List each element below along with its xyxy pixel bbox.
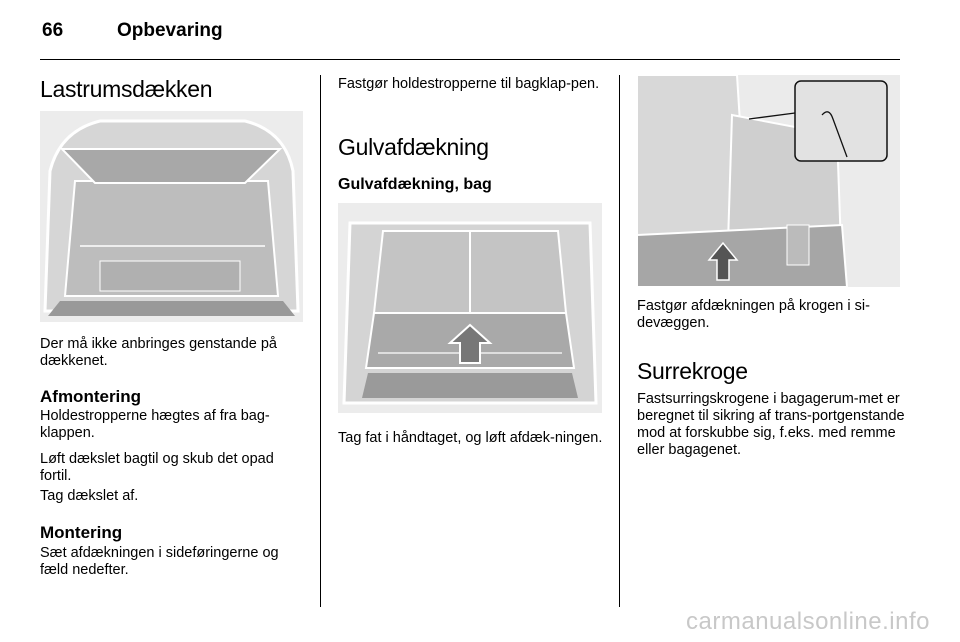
removal-step-2: Løft dækslet bagtil og skub det opad fortil. — [40, 451, 274, 484]
side-hook-illustration — [637, 75, 900, 287]
side-hook-text: Fastgør afdækningen på krogen i si-devæggen. — [637, 298, 870, 331]
column-divider-1 — [320, 75, 321, 607]
floor-cover-rear-heading: Gulvafdækning, bag — [338, 176, 492, 193]
floor-cover-heading: Gulvafdækning — [338, 134, 489, 160]
removal-step-3: Tag dækslet af. — [40, 488, 139, 504]
header-rule — [40, 59, 900, 60]
cargo-cover-illustration — [40, 111, 303, 322]
column-divider-2 — [619, 75, 620, 607]
lashing-eyes-heading: Surrekroge — [637, 358, 748, 384]
floor-cover-illustration — [338, 203, 602, 413]
removal-heading: Afmontering — [40, 387, 142, 406]
strap-fastening-text: Fastgør holdestropperne til bagklap-pen. — [338, 76, 600, 92]
section-title: Opbevaring — [117, 20, 223, 41]
installation-text: Sæt afdækningen i sideføringerne og fæld nedefter. — [40, 545, 279, 578]
cover-warning-text: Der må ikke anbringes genstande på dækkenet. — [40, 336, 277, 369]
cover-heading: Lastrumsdækken — [40, 76, 213, 102]
lashing-eyes-text: Fastsurringskrogene i bagagerum-met er beregnet til sikring af trans-portgenstande mod at forskubbe sig, f.eks. med remme eller bagagenet. — [637, 391, 905, 458]
page-number: 66 — [42, 20, 64, 41]
removal-step-1: Holdestropperne hægtes af fra bag-klappen. — [40, 408, 270, 441]
installation-heading: Montering — [40, 523, 123, 542]
floor-cover-lift-text: Tag fat i håndtaget, og løft afdæk-ningen. — [338, 430, 603, 446]
watermark-text: carmanualsonline.info — [686, 608, 930, 635]
